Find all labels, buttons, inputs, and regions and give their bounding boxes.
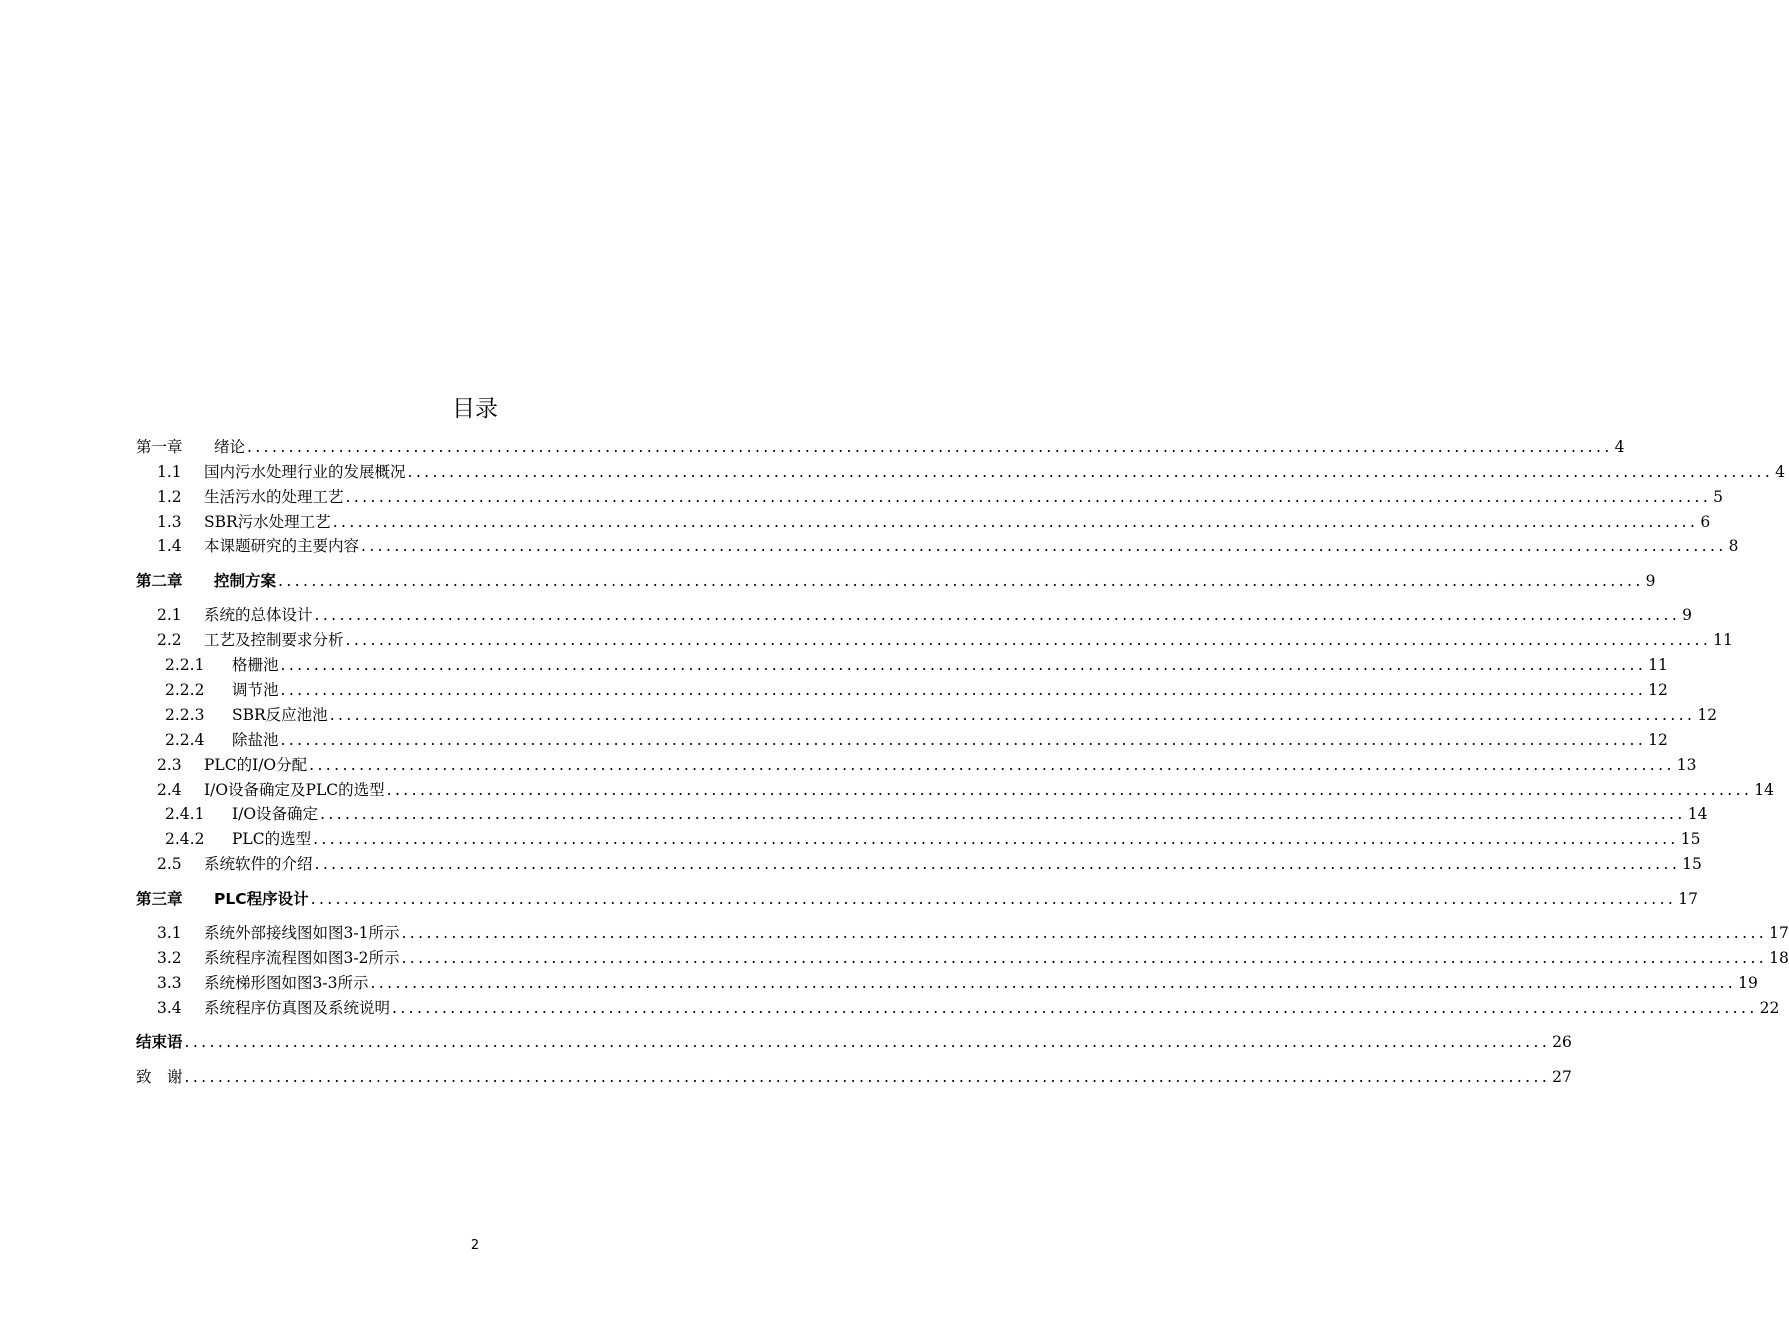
toc-entry-label: 绪论 (214, 438, 246, 456)
toc-entry-1-3[interactable] (157, 511, 1711, 533)
page-number: 2 (470, 1238, 480, 1253)
toc-entry-2-4-1[interactable] (165, 803, 1708, 825)
toc-entry-number: 3.3 (157, 974, 182, 992)
toc-entry-label: SBR反应池池 (232, 706, 328, 724)
toc-entry-label: 结束语 (136, 1033, 183, 1051)
toc-entry-page: 12 (1648, 681, 1668, 699)
toc-entry-number: 1.4 (157, 537, 182, 555)
toc-entry-number: 2.5 (157, 855, 182, 873)
toc-entry-label: 国内污水处理行业的发展概况 (204, 463, 406, 481)
toc-entry-page: 17 (1769, 924, 1789, 942)
toc-entry-1-1[interactable] (157, 461, 1786, 483)
toc-entry-label: 系统程序仿真图及系统说明 (204, 999, 391, 1017)
toc-entry-number: 1.2 (157, 488, 182, 506)
toc-entry-label: 系统软件的介绍 (204, 855, 313, 873)
toc-leader-dots: .................................................................................................................................................................... (329, 706, 1696, 724)
toc-entry-number: 第三章 (136, 890, 183, 908)
toc-leader-dots: .................................................................................................................................................................... (278, 572, 1644, 590)
toc-entry-page: 14 (1687, 805, 1708, 823)
toc-entry-page: 6 (1700, 513, 1711, 531)
toc-entry-number: 2.4.2 (165, 830, 205, 848)
toc-entry-2-2-2[interactable] (165, 679, 1668, 701)
toc-entry-chapter-2[interactable] (136, 570, 1656, 592)
toc-entry-label: PLC的选型 (232, 830, 312, 848)
toc-entry-label: 除盐池 (232, 731, 279, 749)
toc-entry-number: 2.2.3 (165, 706, 205, 724)
toc-entry-page: 17 (1678, 890, 1698, 908)
toc-leader-dots: .................................................................................................................................................................... (314, 855, 1681, 873)
toc-leader-dots: .................................................................................................................................................................... (392, 999, 1758, 1017)
toc-leader-dots: .................................................................................................................................................................... (361, 537, 1727, 555)
toc-entry-number: 2.2.4 (165, 731, 205, 749)
toc-entry-chapter-1[interactable] (136, 436, 1625, 458)
toc-entry-number: 第二章 (136, 572, 183, 590)
toc-entry-page: 13 (1676, 756, 1697, 774)
toc-entry-2-2-4[interactable] (165, 729, 1668, 751)
toc-leader-dots: .................................................................................................................................................................... (314, 606, 1681, 624)
toc-entry-page: 11 (1648, 656, 1668, 674)
toc-entry-2-4[interactable] (157, 779, 1775, 801)
toc-entry-page: 12 (1648, 731, 1668, 749)
toc-entry-page: 9 (1682, 606, 1693, 624)
toc-entry-number: 2.4.1 (165, 805, 205, 823)
toc-entry-page: 22 (1759, 999, 1780, 1017)
toc-entry-page: 27 (1552, 1068, 1572, 1086)
toc-leader-dots: .................................................................................................................................................................... (345, 488, 1712, 506)
toc-leader-dots: .................................................................................................................................................................... (345, 631, 1712, 649)
toc-title: 目录 (452, 396, 498, 422)
toc-entry-page: 4 (1775, 463, 1786, 481)
toc-leader-dots: .................................................................................................................................................................... (184, 1068, 1551, 1086)
toc-leader-dots: .................................................................................................................................................................... (332, 513, 1699, 531)
toc-entry-label: I/O设备确定 (232, 805, 319, 823)
toc-entry-number: 2.2.1 (165, 656, 205, 674)
toc-entry-page: 15 (1680, 830, 1701, 848)
toc-entry-number: 第一章 (136, 438, 183, 456)
toc-entry-number: 2.2 (157, 631, 182, 649)
toc-leader-dots: .................................................................................................................................................................... (247, 438, 1613, 456)
toc-entry-2-4-2[interactable] (165, 828, 1701, 850)
toc-entry-label: I/O设备确定及PLC的选型 (204, 781, 385, 799)
toc-leader-dots: .................................................................................................................................................................... (310, 890, 1677, 908)
toc-leader-dots: .................................................................................................................................................................... (407, 463, 1774, 481)
toc-entry-label: PLC的I/O分配 (204, 756, 308, 774)
toc-entry-page: 9 (1645, 572, 1656, 590)
toc-entry-label: 本课题研究的主要内容 (204, 537, 360, 555)
toc-leader-dots: .................................................................................................................................................................... (401, 924, 1768, 942)
toc-entry-acknowledgement[interactable] (136, 1066, 1572, 1088)
toc-entry-label: 生活污水的处理工艺 (204, 488, 344, 506)
toc-entry-page: 15 (1682, 855, 1702, 873)
toc-entry-2-5[interactable] (157, 853, 1702, 875)
toc-entry-label: 调节池 (232, 681, 279, 699)
toc-entry-page: 18 (1769, 949, 1789, 967)
toc-entry-page: 26 (1552, 1033, 1572, 1051)
toc-entry-label: PLC程序设计 (214, 890, 309, 908)
toc-entry-label: 系统程序流程图如图3-2所示 (204, 949, 400, 967)
toc-entry-2-2-1[interactable] (165, 654, 1668, 676)
toc-entry-number: 3.4 (157, 999, 182, 1017)
toc-entry-1-2[interactable] (157, 486, 1724, 508)
toc-leader-dots: .................................................................................................................................................................... (386, 781, 1753, 799)
toc-entry-page: 4 (1614, 438, 1625, 456)
toc-entry-1-4[interactable] (157, 535, 1739, 557)
toc-leader-dots: .................................................................................................................................................................... (401, 949, 1768, 967)
toc-entry-2-3[interactable] (157, 754, 1697, 776)
toc-entry-3-4[interactable] (157, 997, 1780, 1019)
toc-entry-label: 格栅池 (232, 656, 279, 674)
toc-entry-3-3[interactable] (157, 972, 1758, 994)
toc-entry-2-2[interactable] (157, 629, 1733, 651)
toc-entry-number: 2.2.2 (165, 681, 205, 699)
toc-leader-dots: .................................................................................................................................................................... (313, 830, 1679, 848)
toc-entry-label: 系统的总体设计 (204, 606, 313, 624)
toc-entry-label: 控制方案 (214, 572, 277, 590)
toc-leader-dots: .................................................................................................................................................................... (280, 681, 1647, 699)
toc-entry-label: 工艺及控制要求分析 (204, 631, 344, 649)
toc-leader-dots: .................................................................................................................................................................... (184, 1033, 1551, 1051)
toc-entry-page: 12 (1697, 706, 1718, 724)
toc-entry-page: 19 (1738, 974, 1758, 992)
toc-entry-number: 1.3 (157, 513, 182, 531)
toc-entry-conclusion[interactable] (136, 1031, 1572, 1053)
toc-entry-3-2[interactable] (157, 947, 1789, 969)
toc-leader-dots: .................................................................................................................................................................... (309, 756, 1675, 774)
toc-entry-page: 5 (1713, 488, 1724, 506)
toc-entry-label: 致 谢 (136, 1068, 183, 1086)
toc-entry-number: 2.1 (157, 606, 182, 624)
toc-entry-3-1[interactable] (157, 922, 1789, 944)
toc-leader-dots: .................................................................................................................................................................... (280, 656, 1647, 674)
toc-entry-2-2-3[interactable] (165, 704, 1718, 726)
toc-entry-page: 11 (1713, 631, 1733, 649)
toc-leader-dots: .................................................................................................................................................................... (280, 731, 1647, 749)
toc-entry-number: 2.4 (157, 781, 182, 799)
toc-entry-2-1[interactable] (157, 604, 1693, 626)
toc-entry-label: 系统梯形图如图3-3所示 (204, 974, 369, 992)
toc-leader-dots: .................................................................................................................................................................... (320, 805, 1686, 823)
toc-entry-page: 8 (1728, 537, 1739, 555)
toc-entry-label: SBR污水处理工艺 (204, 513, 331, 531)
toc-entry-number: 3.2 (157, 949, 182, 967)
toc-entry-label: 系统外部接线图如图3-1所示 (204, 924, 400, 942)
toc-entry-number: 1.1 (157, 463, 182, 481)
toc-entry-number: 2.3 (157, 756, 182, 774)
toc-leader-dots: .................................................................................................................................................................... (370, 974, 1737, 992)
toc-entry-chapter-3[interactable] (136, 888, 1698, 910)
toc-entry-page: 14 (1754, 781, 1775, 799)
toc-entry-number: 3.1 (157, 924, 182, 942)
